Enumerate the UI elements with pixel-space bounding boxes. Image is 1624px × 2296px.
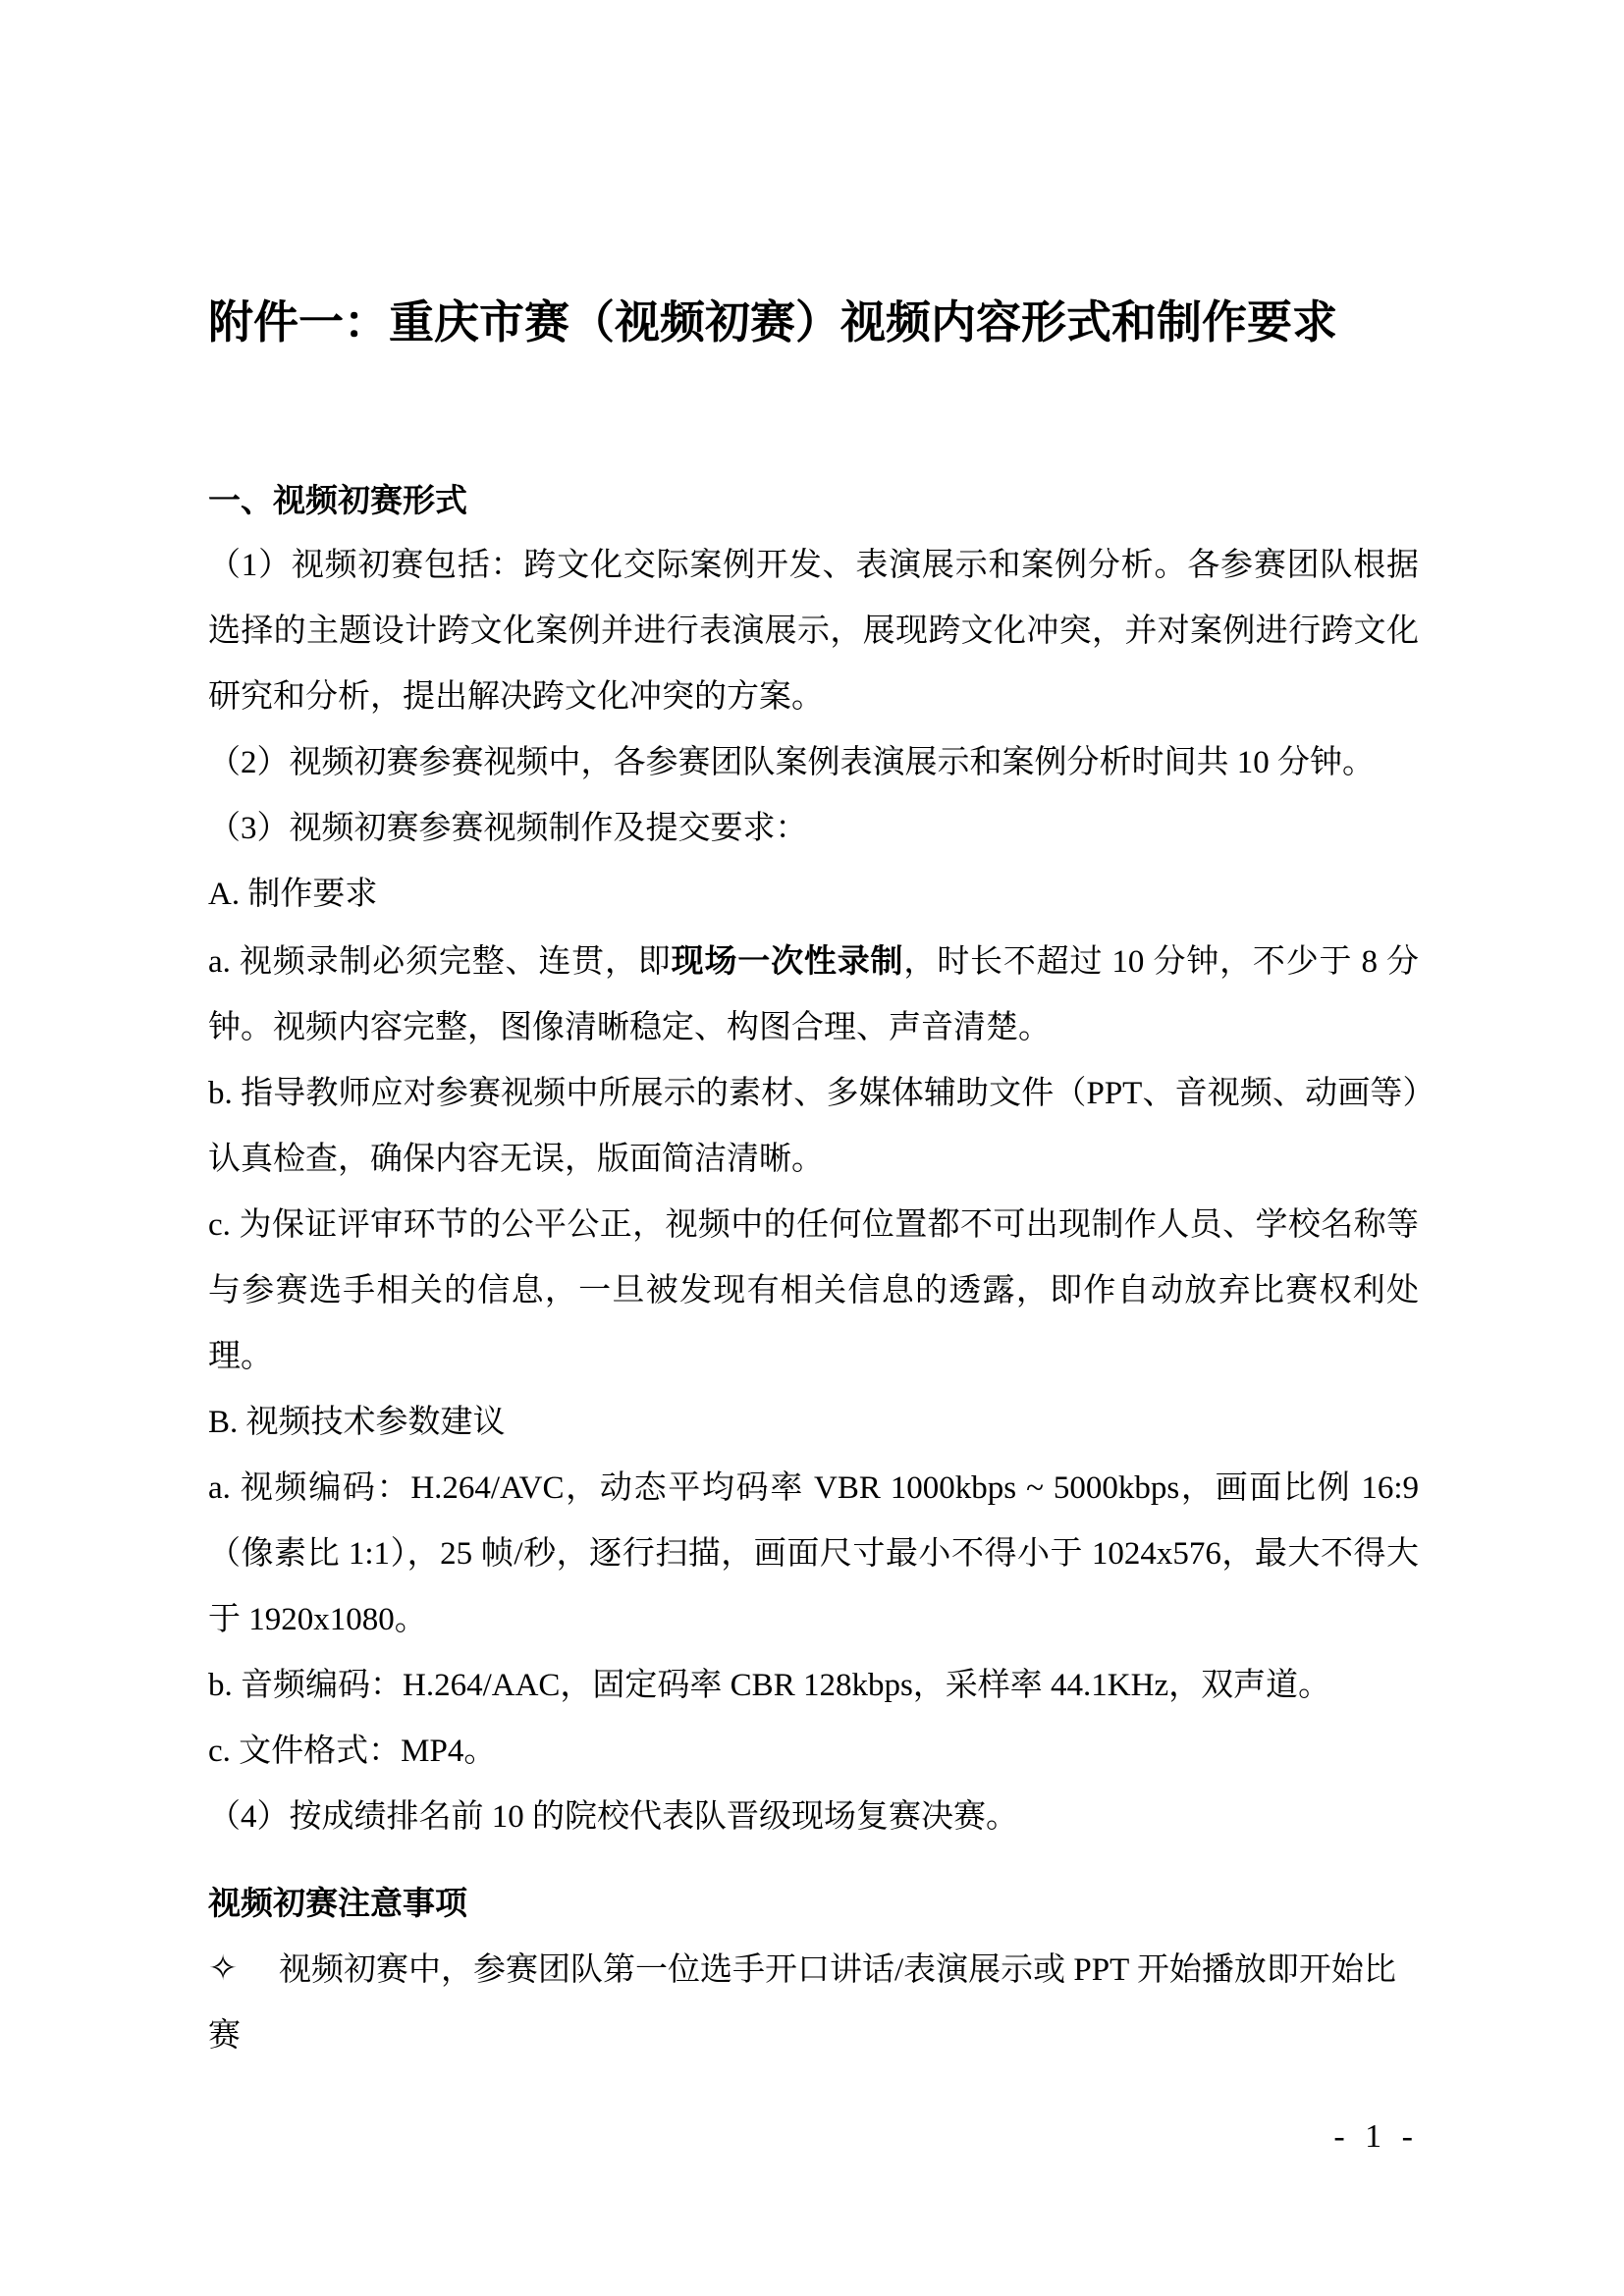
paragraph-2: （2）视频初赛参赛视频中，各参赛团队案例表演展示和案例分析时间共 10 分钟。 xyxy=(208,745,1375,780)
section-one-heading: 一、视频初赛形式 xyxy=(208,482,467,518)
paragraph-a-text-pre: a. 视频录制必须完整、连贯，即 xyxy=(208,944,672,980)
page-number: - 1 - xyxy=(1333,2118,1419,2155)
paragraph-1: （1）视频初赛包括：跨文化交际案例开发、表演展示和案例分析。各参赛团队根据选择的主题设计跨文化案例并进行表演展示，展现跨文化冲突，并对案例进行跨文化研究和分析，提出解决跨文化冲突的方案。 xyxy=(208,548,1419,715)
paragraph-B-heading: B. 视频技术参数建议 xyxy=(208,1405,506,1440)
paragraph-A: A. 制作要求 xyxy=(208,877,378,912)
document-title: 附件一：重庆市赛（视频初赛）视频内容形式和制作要求 xyxy=(208,296,1337,347)
diamond-bullet-icon: ✧ xyxy=(208,1949,239,1988)
notes-bullet-item xyxy=(208,1936,1419,2069)
document-content xyxy=(208,294,1419,2069)
paragraph-3: （3）视频初赛参赛视频制作及提交要求： xyxy=(208,811,808,846)
paragraph-a-text-post: ，时长不超过 10 分钟，不少于 8 分钟。视频内容完整，图像清晰稳定、构图合理、声音清楚。 xyxy=(208,944,1420,1045)
paragraph-a-production xyxy=(208,928,1419,1061)
notes-heading: 视频初赛注意事项 xyxy=(208,1885,467,1921)
paragraph-4-advancement: （4）按成绩排名前 10 的院校代表队晋级现场复赛决赛。 xyxy=(208,1799,1018,1835)
paragraph-b-teacher-check: b. 指导教师应对参赛视频中所展示的素材、多媒体辅助文件（PPT、音视频、动画等）认真检查，确保内容无误，版面简洁清晰。 xyxy=(208,1076,1419,1177)
paragraph-b-audio-encoding: b. 音频编码：H.264/AAC，固定码率 CBR 128kbps，采样率 44.1KHz，双声道。 xyxy=(208,1668,1331,1703)
paragraph-a-video-encoding: a. 视频编码：H.264/AVC，动态平均码率 VBR 1000kbps ~ 5000kbps，画面比例 16:9（像素比 1:1），25 帧/秒，逐行扫描，画面尺寸最小不得小于 1024x576，最大不得大于 1920x1080。 xyxy=(208,1470,1419,1637)
paragraph-c-fairness: c. 为保证评审环节的公平公正，视频中的任何位置都不可出现制作人员、学校名称等与参赛选手相关的信息，一旦被发现有相关信息的透露，即作自动放弃比赛权利处理。 xyxy=(208,1207,1419,1374)
paragraph-a-bold-text: 现场一次性录制 xyxy=(671,942,904,979)
paragraph-c-file-format: c. 文件格式：MP4。 xyxy=(208,1734,497,1769)
notes-bullet-text: 视频初赛中，参赛团队第一位选手开口讲话/表演展示或 PPT 开始播放即开始比赛 xyxy=(208,1952,1396,2054)
